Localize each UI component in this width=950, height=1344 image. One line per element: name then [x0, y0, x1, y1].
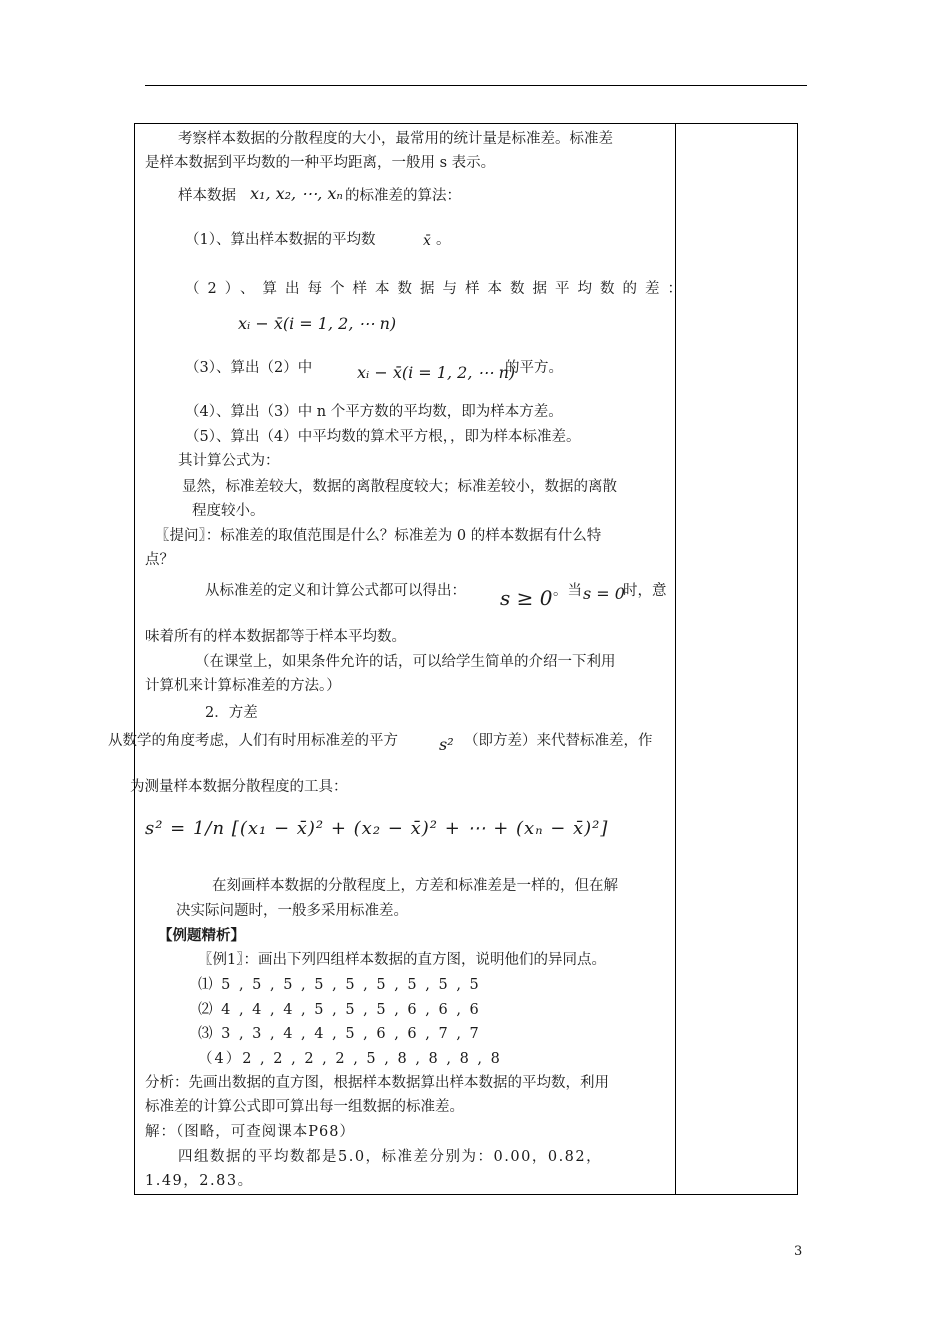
text-line: （即方差）来代替标准差，作	[464, 733, 653, 749]
text-line: 样本数据	[178, 188, 236, 204]
formula-diff-2: xᵢ − x̄(i = 1, 2, ⋯ n)	[357, 363, 516, 382]
text-line: 考察样本数据的分散程度的大小，最常用的统计量是标准差。标准差	[178, 131, 613, 147]
data-group-2: ⑵ 4 , 4 , 4 , 5 , 5 , 5 , 6 , 6 , 6	[198, 1002, 481, 1018]
text-line: 的平方。	[505, 360, 563, 376]
data-group-4: （4）2 , 2 , 2 , 2 , 5 , 8 , 8 , 8 , 8	[198, 1051, 502, 1067]
data-group-1: ⑴ 5 , 5 , 5 , 5 , 5 , 5 , 5 , 5 , 5	[198, 977, 481, 993]
solution-line: 解：（图略，可查阅课本P68）	[145, 1124, 355, 1140]
text-line: 程度较小。	[192, 503, 265, 519]
text-line: 决实际问题时，一般多采用标准差。	[176, 903, 408, 919]
step-1: （1）、算出样本数据的平均数	[185, 232, 376, 248]
text-line: 。	[436, 232, 451, 248]
formula-sample-list: x₁, x₂, ⋯, xₙ	[250, 184, 343, 203]
formula-variance: s² = 1/n [(x₁ − x̄)² + (x₂ − x̄)² + ⋯ + (xₙ − x̄)²]	[145, 818, 609, 839]
text-line: 从数学的角度考虑，人们有时用标准差的平方	[108, 733, 398, 749]
formula-s-squared: s²	[439, 735, 454, 754]
text-line: 的标准差的算法：	[345, 188, 461, 204]
question-line: 〖提问〗：标准差的取值范围是什么？标准差为 0 的样本数据有什么特	[155, 528, 602, 544]
header-rule	[145, 85, 807, 86]
text-line: 标准差的计算公式即可算出每一组数据的标准差。	[145, 1099, 464, 1115]
page-number: 3	[794, 1244, 803, 1259]
section-heading: 2．方差	[205, 705, 258, 721]
text-line: 从标准差的定义和计算公式都可以得出：	[205, 583, 466, 599]
text-line: 在刻画样本数据的分散程度上，方差和标准差是一样的，但在解	[212, 878, 618, 894]
example-heading: 【例题精析】	[158, 927, 245, 944]
step-3: （3）、算出（2）中	[185, 360, 313, 376]
text-line: 时，意	[623, 583, 667, 599]
result-line: 四组数据的平均数都是5.0，标准差分别为：0.00，0.82，	[178, 1149, 603, 1165]
text-line: 。当	[553, 583, 582, 599]
text-line: 为测量样本数据分散程度的工具：	[130, 779, 348, 795]
text-line: 点？	[145, 552, 174, 568]
text-line: 显然，标准差较大，数据的离散程度较大；标准差较小，数据的离散	[182, 479, 617, 495]
analysis-line: 分析：先画出数据的直方图，根据样本数据算出样本数据的平均数，利用	[145, 1075, 609, 1091]
formula-s-ge-0: s ≥ 0	[500, 586, 553, 610]
text-line: 是样本数据到平均数的一种平均距离，一般用 s 表示。	[145, 155, 496, 171]
text-line: 其计算公式为：	[178, 453, 280, 469]
formula-s-eq-0: s = 0	[583, 584, 625, 603]
formula-diff: xᵢ − x̄(i = 1, 2, ⋯ n)	[238, 314, 397, 333]
step-4: （4）、算出（3）中 n 个平方数的平均数，即为样本方差。	[185, 404, 563, 420]
example-question: 〖例1〗：画出下列四组样本数据的直方图，说明他们的异同点。	[198, 952, 606, 968]
text-line: 味着所有的样本数据都等于样本平均数。	[145, 629, 406, 645]
step-2: （2）、算出每个样本数据与样本数据平均数的差：	[185, 281, 690, 297]
step-5: （5）、算出（4）中平均数的算术平方根，，即为样本标准差。	[185, 429, 581, 445]
text-line: 计算机来计算标准差的方法。）	[145, 678, 341, 694]
result-line: 1.49，2.83。	[145, 1173, 254, 1189]
text-line: （在课堂上，如果条件允许的话，可以给学生简单的介绍一下利用	[195, 654, 616, 670]
data-group-3: ⑶ 3 , 3 , 4 , 4 , 5 , 6 , 6 , 7 , 7	[198, 1026, 481, 1042]
formula-mean: x̄	[423, 233, 431, 249]
